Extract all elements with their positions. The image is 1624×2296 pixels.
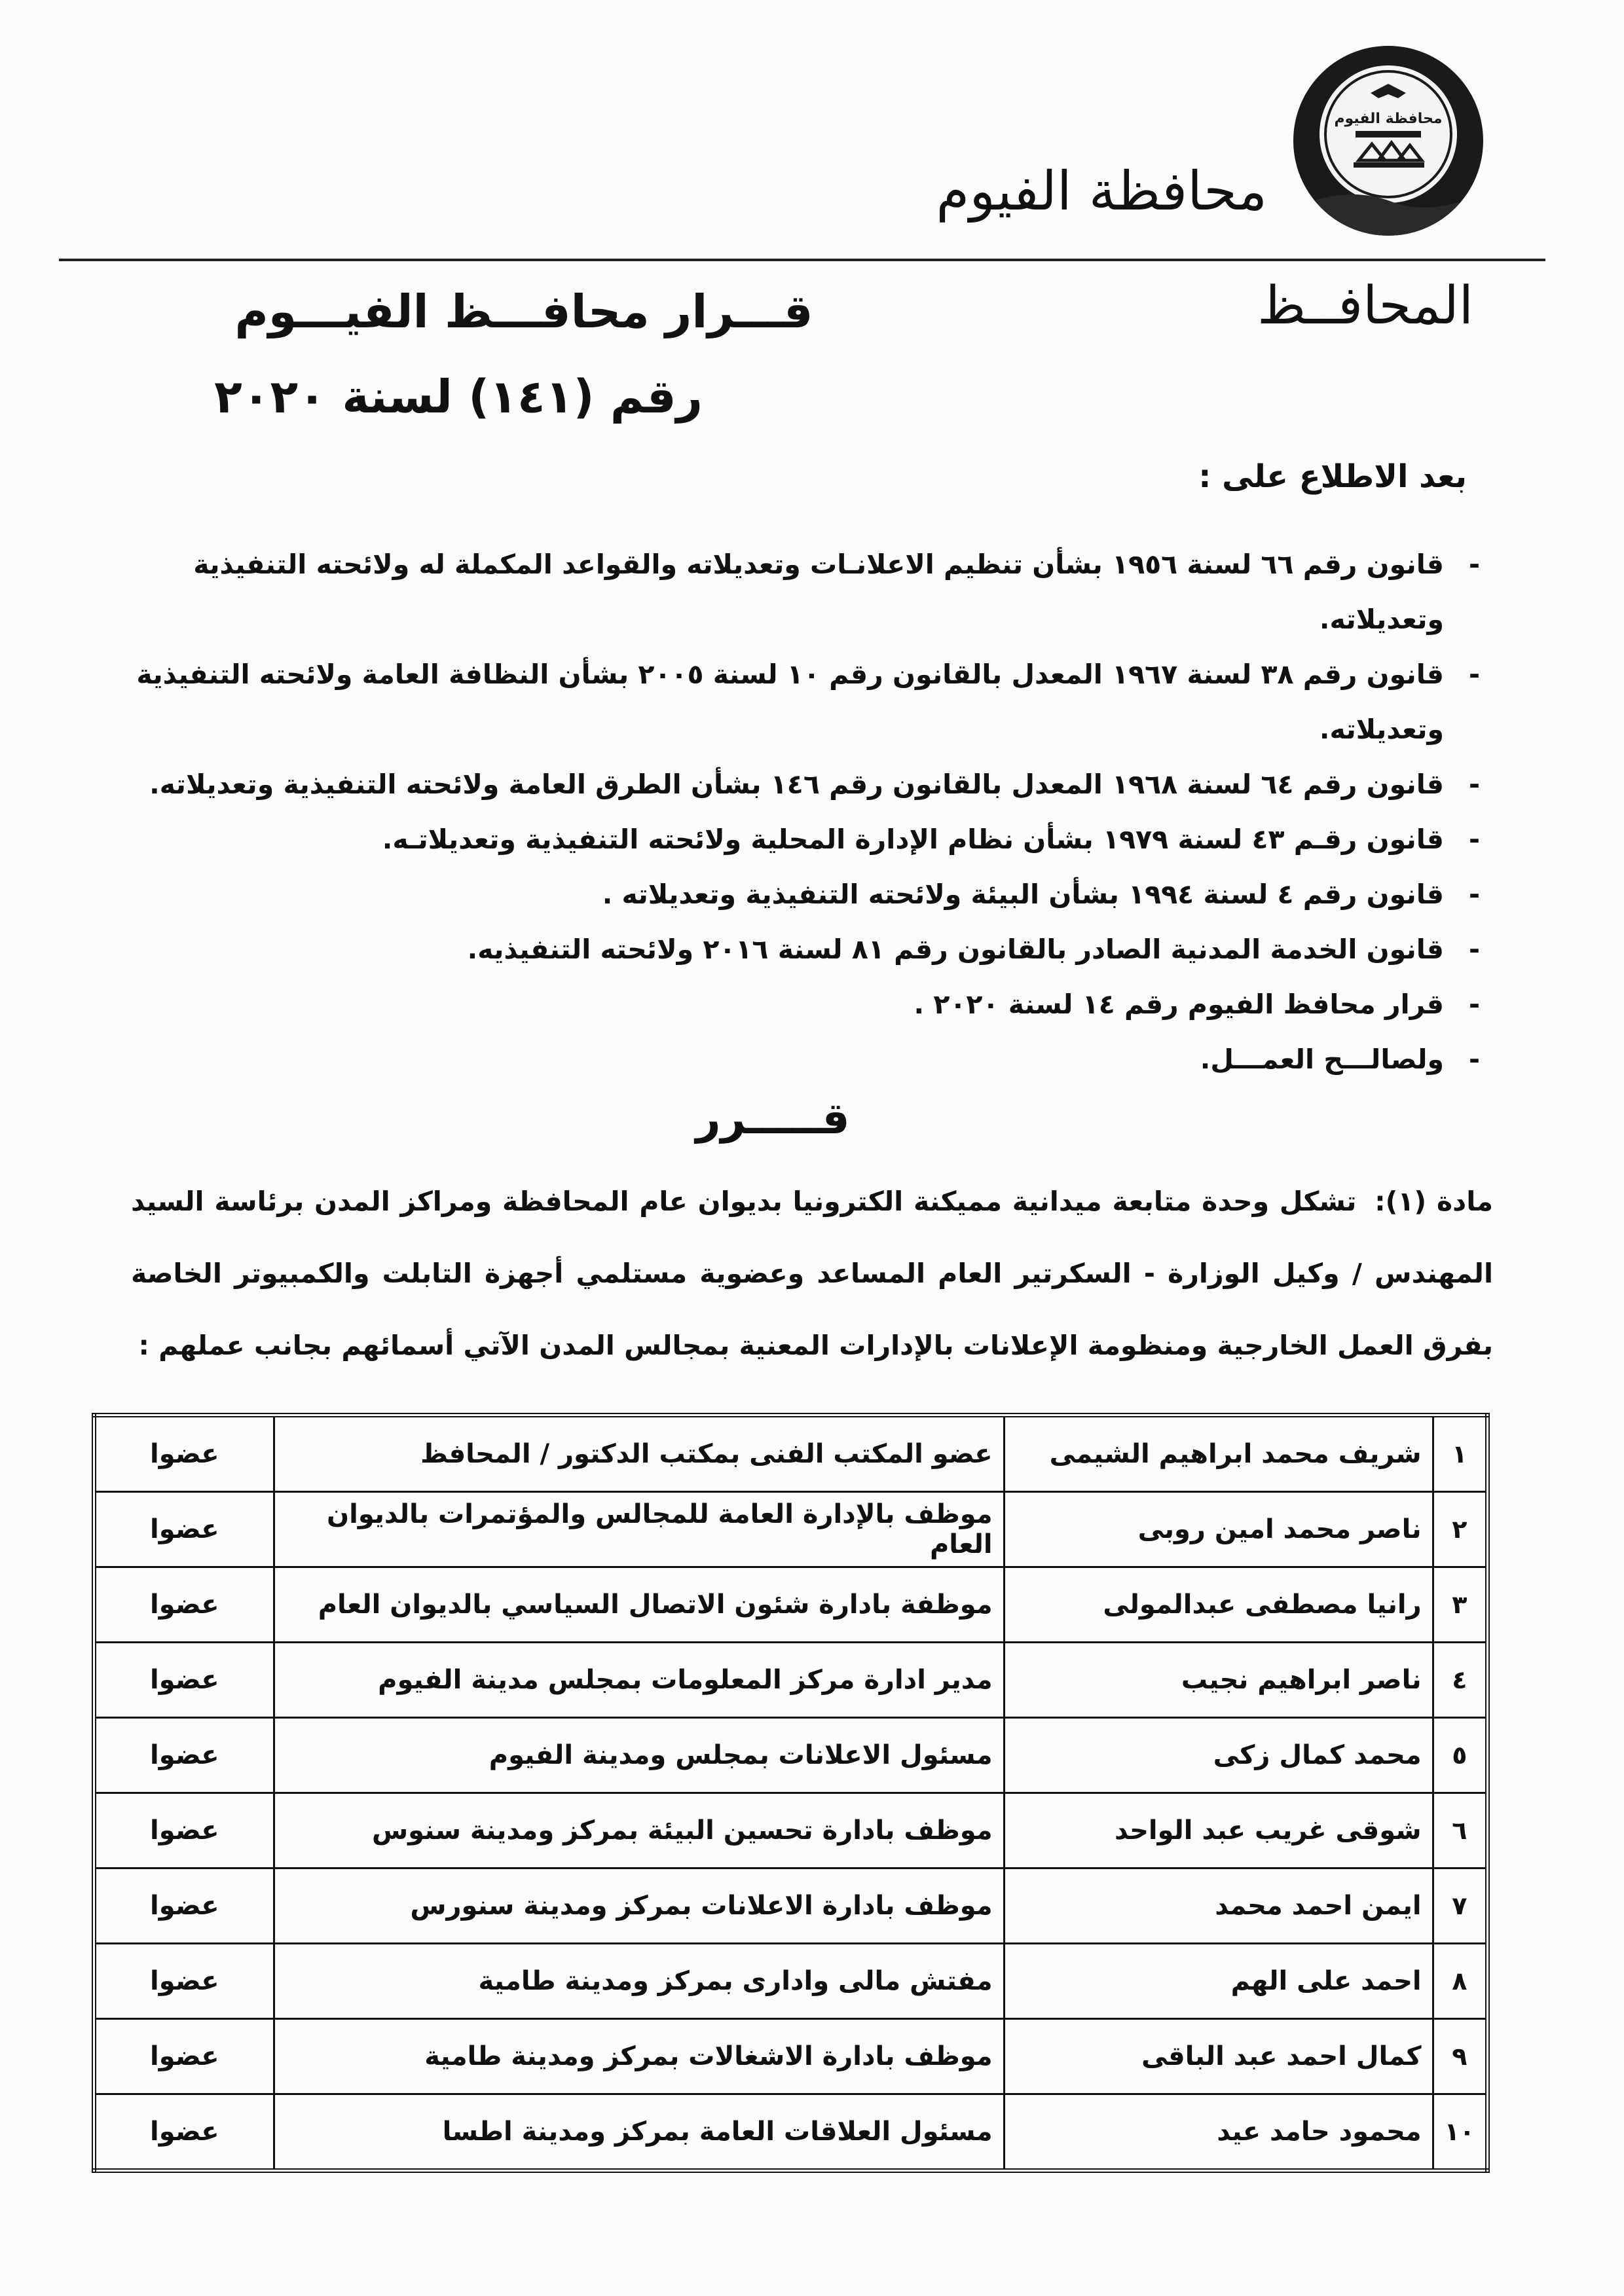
member-job: عضو المكتب الفنى بمكتب الدكتور / المحافظ	[274, 1415, 1004, 1492]
member-role: عضوا	[94, 2019, 274, 2094]
header-divider	[59, 259, 1545, 261]
member-role: عضوا	[94, 1944, 274, 2019]
table-row	[94, 1718, 1488, 1793]
member-number: ٣	[1433, 1567, 1487, 1643]
member-job: موظفة بادارة شئون الاتصال السياسي بالديوان العام	[274, 1567, 1004, 1643]
member-number: ٢	[1433, 1492, 1487, 1567]
law-reference-item: - قانون الخدمة المدنية الصادر بالقانون رقم ٨١ لسنة ٢٠١٦ ولائحته التنفيذيه.	[105, 922, 1480, 977]
members-table	[92, 1413, 1490, 2173]
table-row	[94, 1567, 1488, 1643]
article-text: تشكل وحدة متابعة ميدانية مميكنة الكترونيا بديوان عام المحافظة ومراكز المدن برئاسة السيد المهندس / وكيل الوزارة - السكرتير العام المساعد وعضوية مستلمي أجهزة التابلت والكمبيوتر الخاصة بفرق العمل الخارجية ومنظومة الإعلانات بالإدارات المعنية بمجالس المدن الآتي أسمائهم بجانب عملهم :	[131, 1186, 1493, 1361]
member-job: مسئول العلاقات العامة بمركز ومدينة اطسا	[274, 2094, 1004, 2171]
law-reference-item: - قانون رقم ٤ لسنة ١٩٩٤ بشأن البيئة ولائحته التنفيذية وتعديلاته .	[105, 867, 1480, 922]
table-row	[94, 2094, 1488, 2171]
member-job: مفتش مالى وادارى بمركز ومدينة طامية	[274, 1944, 1004, 2019]
table-row	[94, 1492, 1488, 1567]
member-role: عضوا	[94, 1793, 274, 1868]
member-name: شوقى غريب عبد الواحد	[1004, 1793, 1433, 1868]
member-number: ٨	[1433, 1944, 1487, 2019]
member-name: رانيا مصطفى عبدالمولى	[1004, 1567, 1433, 1643]
law-references-list	[105, 537, 1480, 1087]
table-row	[94, 1793, 1488, 1868]
table-row	[94, 1643, 1488, 1718]
office-title: المحافــظ	[1257, 275, 1473, 336]
member-name: شريف محمد ابراهيم الشيمى	[1004, 1415, 1433, 1492]
table-row	[94, 2019, 1488, 2094]
member-number: ١	[1433, 1415, 1487, 1492]
member-job: موظف بالإدارة العامة للمجالس والمؤتمرات بالديوان العام	[274, 1492, 1004, 1567]
member-number: ٦	[1433, 1793, 1487, 1868]
member-role: عضوا	[94, 1718, 274, 1793]
member-role: عضوا	[94, 1415, 274, 1492]
member-name: محمد كمال زكى	[1004, 1718, 1433, 1793]
member-job: موظف بادارة الاعلانات بمركز ومدينة سنورس	[274, 1868, 1004, 1944]
member-role: عضوا	[94, 1567, 274, 1643]
article-one	[131, 1165, 1493, 1381]
governorate-seal	[1293, 46, 1483, 236]
member-role: عضوا	[94, 1643, 274, 1718]
member-number: ٤	[1433, 1643, 1487, 1718]
member-number: ٩	[1433, 2019, 1487, 2094]
member-role: عضوا	[94, 1868, 274, 1944]
law-reference-item: - قرار محافظ الفيوم رقم ١٤ لسنة ٢٠٢٠ .	[105, 977, 1480, 1032]
member-name: احمد على الهم	[1004, 1944, 1433, 2019]
member-job: مدير ادارة مركز المعلومات بمجلس مدينة الفيوم	[274, 1643, 1004, 1718]
table-row	[94, 1944, 1488, 2019]
member-job: مسئول الاعلانات بمجلس ومدينة الفيوم	[274, 1718, 1004, 1793]
decision-title: قـــرار محافـــظ الفيـــوم	[234, 285, 813, 338]
seal-emblem	[1293, 46, 1483, 236]
law-reference-item: - قانون رقم ٦٤ لسنة ١٩٦٨ المعدل بالقانون رقم ١٤٦ بشأن الطرق العامة ولائحته التنفيذية وتعديلاته.	[105, 757, 1480, 812]
svg-text:محافظة الفيوم: محافظة الفيوم	[1334, 111, 1443, 127]
member-name: كمال احمد عبد الباقى	[1004, 2019, 1433, 2094]
member-name: محمود حامد عيد	[1004, 2094, 1433, 2171]
law-reference-item: - ولصالـــح العمـــل.	[105, 1032, 1480, 1087]
member-job: موظف بادارة تحسين البيئة بمركز ومدينة سنوس	[274, 1793, 1004, 1868]
member-name: ايمن احمد محمد	[1004, 1868, 1433, 1944]
law-reference-item: - قانون رقم ٦٦ لسنة ١٩٥٦ بشأن تنظيم الاعلانـات وتعديلاته والقواعد المكملة له ولائحته التنفيذية وتعديلاته.	[105, 537, 1480, 647]
governorate-name: محافظة الفيوم	[936, 160, 1267, 223]
member-number: ٧	[1433, 1868, 1487, 1944]
member-role: عضوا	[94, 2094, 274, 2171]
law-reference-item: - قانون رقـم ٤٣ لسنة ١٩٧٩ بشأن نظام الإدارة المحلية ولائحته التنفيذية وتعديلاتـه.	[105, 812, 1480, 867]
member-number: ٥	[1433, 1718, 1487, 1793]
article-label: مادة (١):	[1375, 1186, 1493, 1217]
law-reference-item: - قانون رقم ٣٨ لسنة ١٩٦٧ المعدل بالقانون رقم ١٠ لسنة ٢٠٠٥ بشأن النظافة العامة ولائحته التنفيذية وتعديلاته.	[105, 647, 1480, 757]
decree-heading: قـــــرر	[695, 1093, 850, 1144]
member-role: عضوا	[94, 1492, 274, 1567]
table-row	[94, 1415, 1488, 1492]
table-row	[94, 1868, 1488, 1944]
preamble-heading: بعد الاطلاع على :	[1198, 458, 1467, 495]
member-name: ناصر محمد امين روبى	[1004, 1492, 1433, 1567]
member-name: ناصر ابراهيم نجيب	[1004, 1643, 1433, 1718]
decision-number: رقم (١٤١) لسنة ٢٠٢٠	[214, 370, 703, 424]
member-number: ١٠	[1433, 2094, 1487, 2171]
member-job: موظف بادارة الاشغالات بمركز ومدينة طامية	[274, 2019, 1004, 2094]
